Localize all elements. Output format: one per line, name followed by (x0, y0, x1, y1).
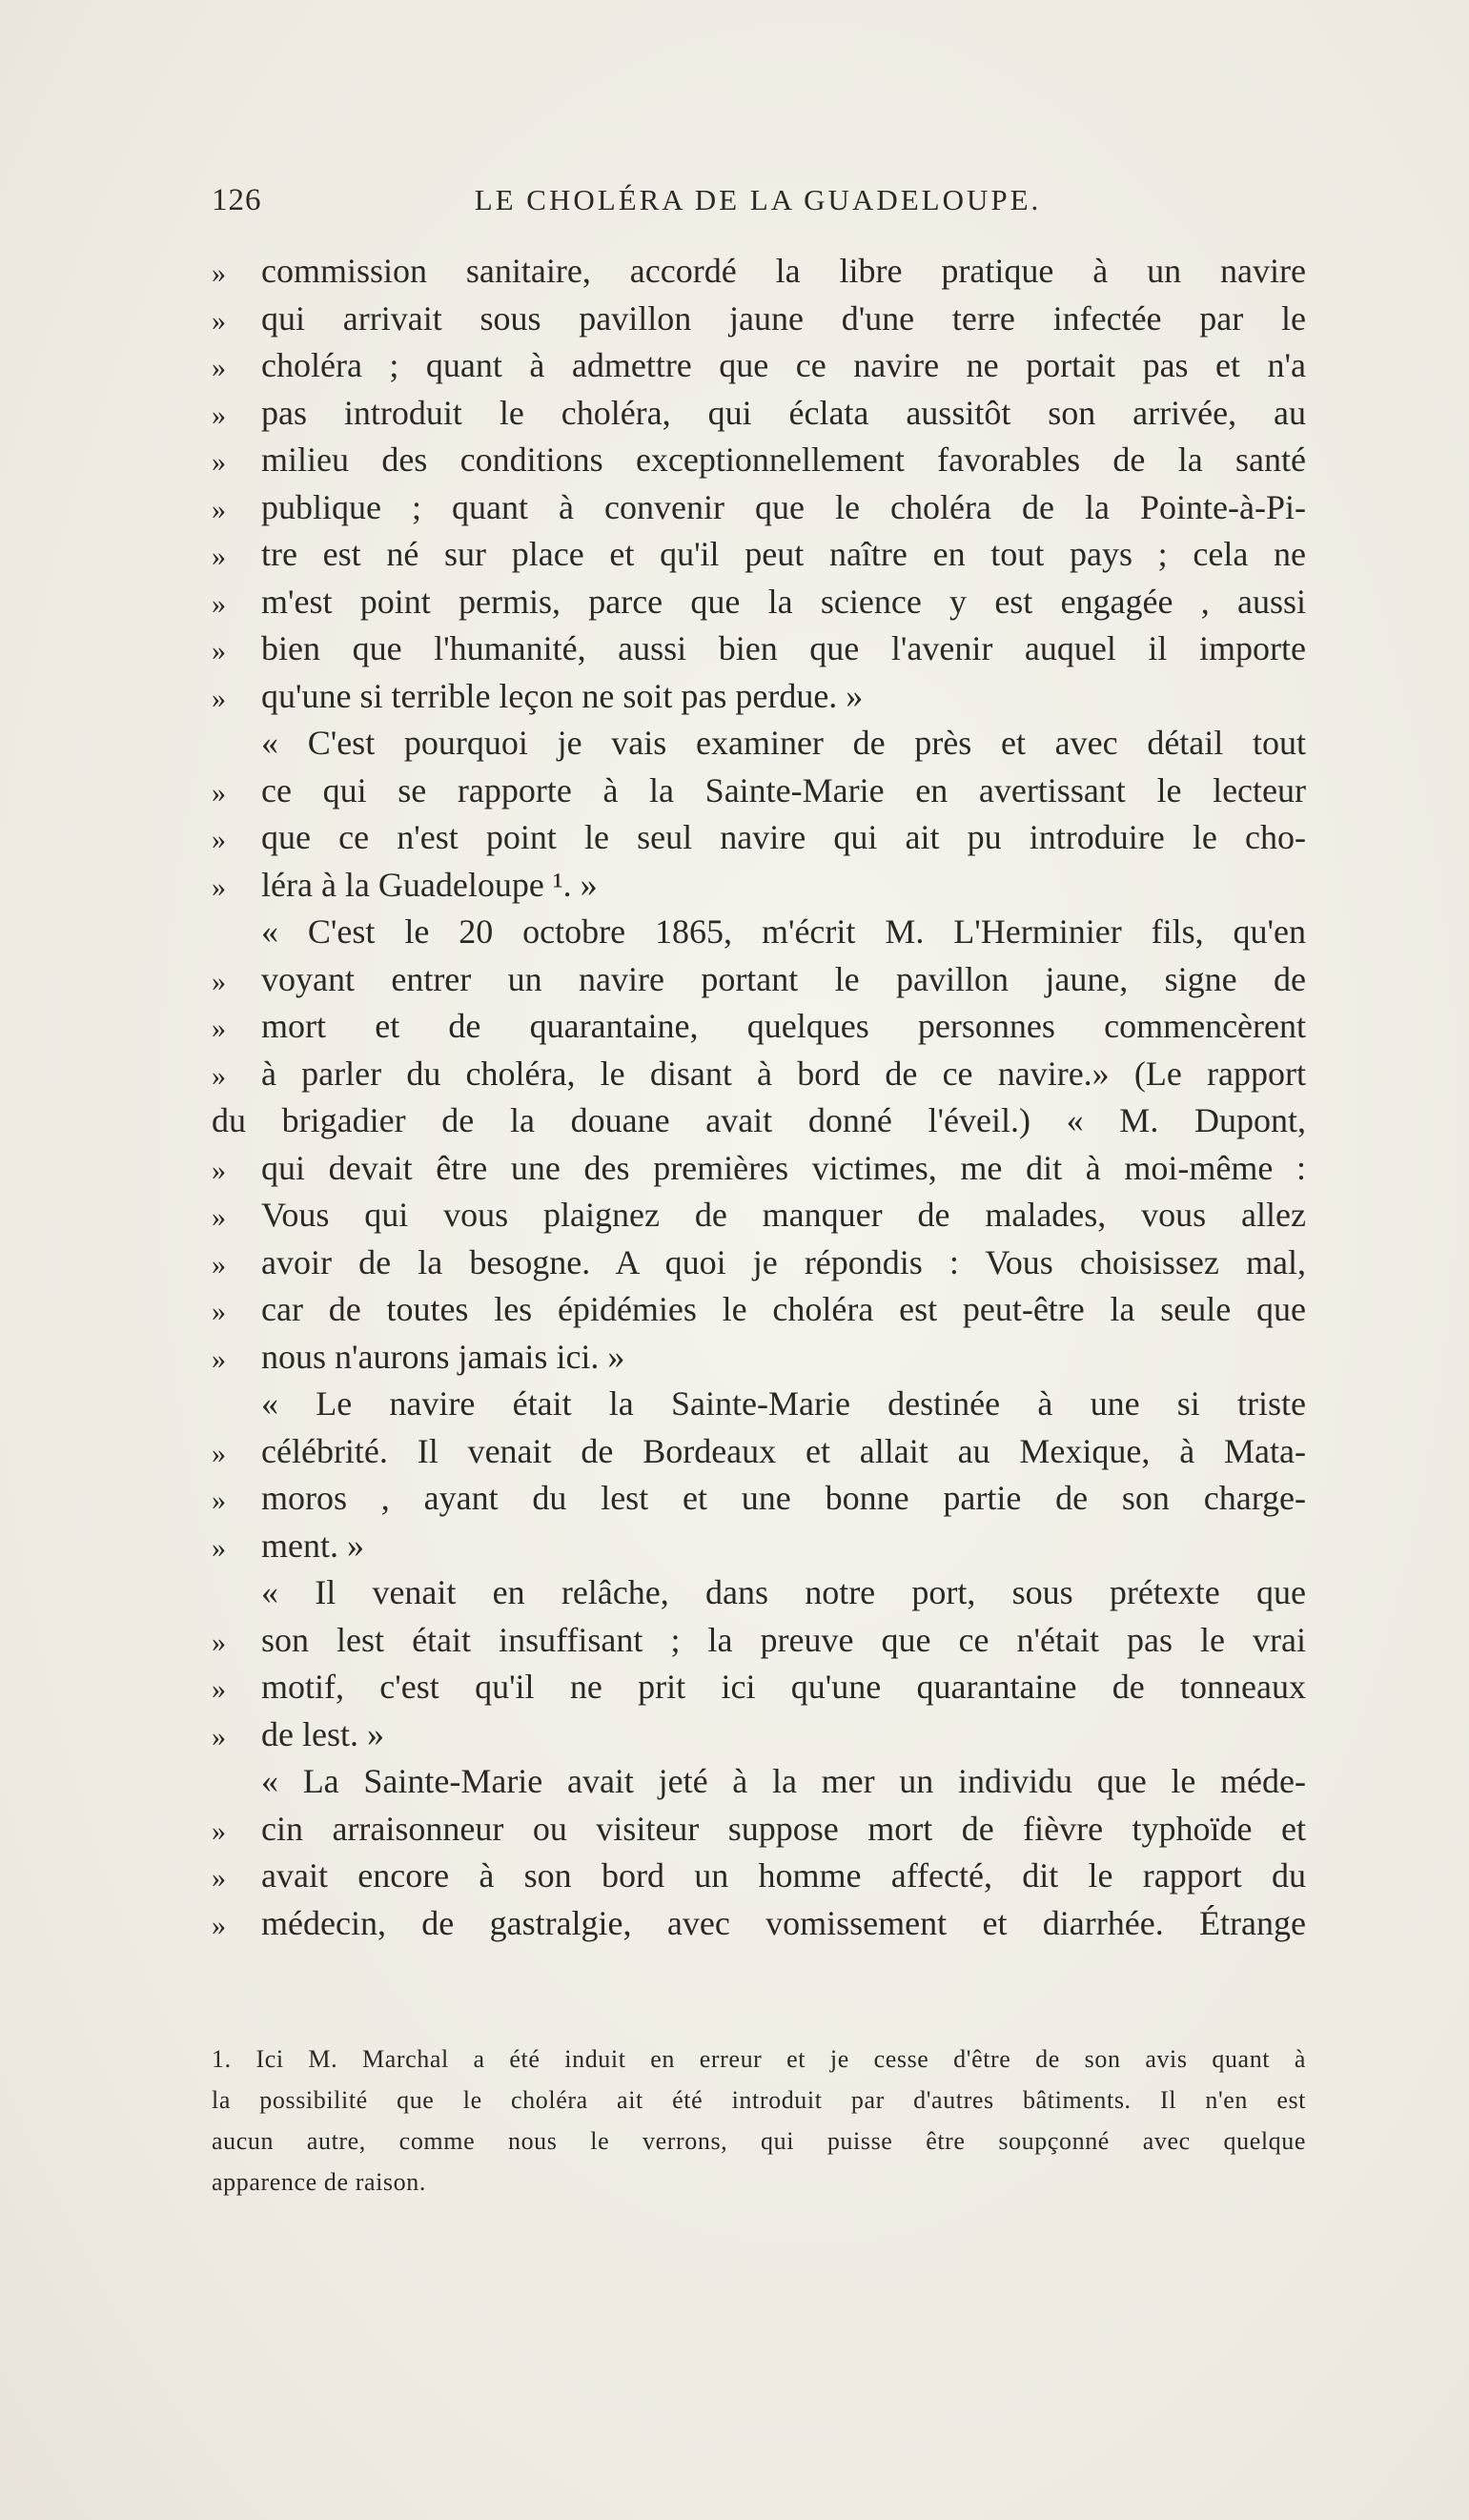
text-line (212, 1569, 1306, 1617)
line-text: commission sanitaire, accordé la libre pratique à un navire (261, 252, 1306, 290)
line-text: tre est né sur place et qu'il peut naître en tout pays ; cela ne (261, 535, 1306, 573)
quote-mark: » (212, 1720, 226, 1752)
line-text: mort et de quarantaine, quelques personnes commencèrent (261, 1007, 1306, 1045)
line-text: nous n'aurons jamais ici. » (261, 1337, 625, 1376)
text-line (212, 1145, 1306, 1193)
footnote-line: apparence de raison. (212, 2168, 426, 2196)
line-text: moros , ayant du lest et une bonne partie de son charge- (261, 1479, 1306, 1517)
quote-mark: » (212, 1248, 226, 1280)
text-line (212, 1758, 1306, 1806)
line-text: « Il venait en relâche, dans notre port, sous prétexte que (261, 1573, 1306, 1611)
text-line (212, 1240, 1306, 1287)
quote-mark: » (212, 1059, 226, 1092)
line-text: motif, c'est qu'il ne prit ici qu'une quarantaine de tonneaux (261, 1668, 1306, 1706)
text-line (212, 956, 1306, 1004)
text-line (212, 1664, 1306, 1711)
line-text: « C'est pourquoi je vais examiner de près et avec détail tout (261, 724, 1306, 762)
text-line (212, 531, 1306, 579)
text-line (212, 437, 1306, 484)
text-line (212, 673, 1306, 721)
footnote-line: 1. Ici M. Marchal a été induit en erreur et je cesse d'être de son avis quant à (212, 2045, 1306, 2073)
text-line (212, 484, 1306, 532)
text-line (212, 1192, 1306, 1240)
line-text: « Le navire était la Sainte-Marie destinée à une si triste (261, 1384, 1306, 1423)
footnote (212, 2039, 1306, 2202)
text-line (212, 625, 1306, 673)
line-text: ce qui se rapporte à la Sainte-Marie en avertissant le lecteur (261, 770, 1306, 809)
page-number: 126 (212, 183, 262, 217)
quote-mark: » (212, 1342, 226, 1375)
quote-mark: » (212, 493, 226, 525)
quote-mark: » (212, 257, 226, 289)
text-line (212, 1428, 1306, 1476)
line-text: avait encore à son bord un homme affecté, dit le rapport du (261, 1856, 1306, 1895)
text-line (212, 579, 1306, 626)
text-line (212, 720, 1306, 768)
quote-mark: » (212, 1673, 226, 1705)
quote-mark: » (212, 1862, 226, 1894)
text-line (212, 390, 1306, 438)
text-line (212, 342, 1306, 390)
text-line (212, 814, 1306, 862)
line-text: de lest. » (261, 1714, 384, 1753)
quote-mark: » (212, 776, 226, 809)
text-line (212, 768, 1306, 815)
footnote-line: la possibilité que le choléra ait été introduit par d'autres bâtiments. Il n'en est (212, 2086, 1306, 2114)
line-text: choléra ; quant à admettre que ce navire ne portait pas et n'a (261, 346, 1306, 384)
quote-mark: » (212, 352, 226, 383)
text-line (212, 1286, 1306, 1334)
text-line (212, 1711, 1306, 1759)
line-text: Vous qui vous plaignez de manquer de malades, vous allez (261, 1196, 1306, 1234)
line-text: cin arraisonneur ou visiteur suppose mort de fièvre typhoïde et (261, 1809, 1306, 1848)
line-text: avoir de la besogne. A quoi je répondis : Vous choisissez mal, (261, 1242, 1306, 1281)
line-text: son lest était insuffisant ; la preuve que ce n'était pas le vrai (261, 1620, 1306, 1659)
quote-mark: » (212, 635, 226, 666)
text-line (212, 909, 1306, 956)
quote-mark: » (212, 824, 226, 855)
line-text: que ce n'est point le seul navire qui ait pu introduire le cho- (261, 818, 1306, 856)
text-line (212, 1617, 1306, 1665)
quote-mark: » (212, 304, 226, 337)
quote-mark: » (212, 871, 226, 903)
line-text: car de toutes les épidémies le choléra est peut-être la seule que (261, 1290, 1306, 1328)
line-text: qui arrivait sous pavillon jaune d'une terre infectée par le (261, 298, 1306, 338)
running-title: LE CHOLÉRA DE LA GUADELOUPE. (474, 183, 1042, 216)
line-text: léra à la Guadeloupe ¹. » (261, 865, 598, 904)
quote-mark: » (212, 446, 226, 478)
text-line (212, 1051, 1306, 1098)
quote-mark: » (212, 1296, 226, 1327)
main-text (212, 248, 1306, 1947)
quote-mark: » (212, 1201, 226, 1233)
line-text: qui devait être une des premières victimes, me dit à moi-même : (261, 1148, 1306, 1187)
line-text: du brigadier de la douane avait donné l'éveil.) « M. Dupont, (212, 1101, 1306, 1139)
footnote-line: aucun autre, comme nous le verrons, qui puisse être soupçonné avec quelque (212, 2127, 1306, 2155)
text-line (212, 862, 1306, 910)
text-line (212, 1381, 1306, 1428)
text-line (212, 1097, 1306, 1145)
quote-mark: » (212, 965, 226, 997)
line-text: bien que l'humanité, aussi bien que l'avenir auquel il importe (261, 629, 1306, 667)
line-text: milieu des conditions exceptionnellement favorables de la santé (261, 440, 1306, 479)
text-line (212, 1900, 1306, 1948)
text-line (212, 296, 1306, 343)
line-text: qu'une si terrible leçon ne soit pas perdue. » (261, 676, 864, 715)
line-text: voyant entrer un navire portant le pavillon jaune, signe de (261, 959, 1306, 998)
quote-mark: » (212, 1437, 226, 1469)
quote-mark: » (212, 399, 226, 431)
text-line (212, 1475, 1306, 1523)
text-line (212, 1806, 1306, 1854)
quote-mark: » (212, 1626, 226, 1658)
quote-mark: » (212, 541, 226, 572)
quote-mark: » (212, 1154, 226, 1186)
line-text: pas introduit le choléra, qui éclata aussitôt son arrivée, au (261, 393, 1306, 432)
text-line (212, 1853, 1306, 1900)
quote-mark: » (212, 1531, 226, 1564)
quote-mark: » (212, 1814, 226, 1847)
text-line (212, 248, 1306, 296)
quote-mark: » (212, 682, 226, 714)
line-text: « La Sainte-Marie avait jeté à la mer un individu que le méde- (261, 1762, 1306, 1800)
line-text: à parler du choléra, le disant à bord de ce navire.» (Le rapport (261, 1054, 1306, 1093)
quote-mark: » (212, 1013, 226, 1044)
text-line (212, 1523, 1306, 1570)
quote-mark: » (212, 587, 226, 620)
line-text: célébrité. Il venait de Bordeaux et allait au Mexique, à Mata- (261, 1431, 1306, 1470)
line-text: publique ; quant à convenir que le choléra de la Pointe-à-Pi- (261, 487, 1306, 526)
quote-mark: » (212, 1485, 226, 1516)
quote-mark: » (212, 1909, 226, 1941)
line-text: ment. » (261, 1526, 364, 1565)
text-line (212, 1003, 1306, 1051)
line-text: médecin, de gastralgie, avec vomissement et diarrhée. Étrange (261, 1903, 1306, 1942)
line-text: « C'est le 20 octobre 1865, m'écrit M. L'Herminier fils, qu'en (261, 912, 1306, 951)
page-header (212, 183, 1304, 233)
text-line (212, 1334, 1306, 1382)
line-text: m'est point permis, parce que la science y est engagée , aussi (261, 582, 1306, 621)
